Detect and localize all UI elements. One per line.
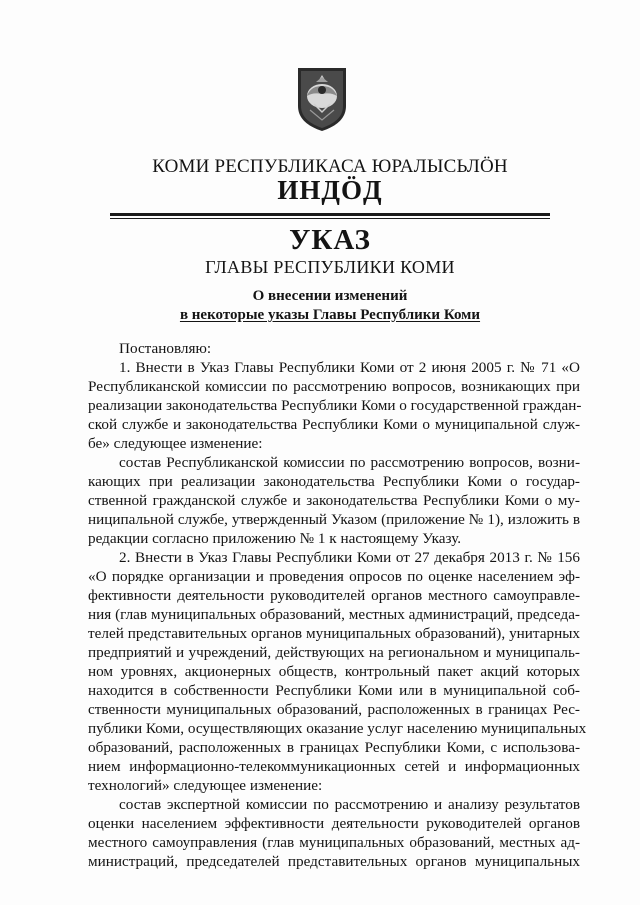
body-line: Республиканской комиссии по рассмотрению вопросов, возникающих при (88, 378, 580, 395)
body-line: редакции согласно приложению № 1 к настоящему Указу. (88, 530, 462, 547)
body-line: ственной гражданской службе и законодательства Республики Коми о му- (88, 492, 580, 509)
decree-subject-line-1: О внесении изменений (252, 288, 408, 304)
body-line: оценки населением эффективности деятельности руководителей органов (88, 815, 580, 832)
body-line: фективности деятельности руководителей органов местного самоуправле- (88, 587, 580, 604)
decree-issuer: ГЛАВЫ РЕСПУБЛИКИ КОМИ (205, 257, 455, 277)
body-line: состав экспертной комиссии по рассмотрению и анализу результатов (119, 796, 580, 813)
body-line: публики Коми, осуществляющих оказание услуг населению муниципальных (88, 720, 587, 737)
coat-of-arms-emblem (296, 66, 348, 132)
decree-subject-line-2-text: в некоторые указы Главы Республики Коми (179, 307, 481, 323)
body-line: образований, расположенных в границах Республики Коми, с использова- (88, 739, 580, 756)
body-line: технологий» следующее изменение: (88, 777, 323, 794)
body-line: ном уровнях, акционерных обществ, контрольный пакет акций которых (88, 663, 580, 680)
body-line: предприятий и учреждений, действующих на региональном и муниципаль- (88, 644, 580, 661)
body-line: министраций, председателей представительных органов муниципальных (88, 853, 580, 870)
body-line: ственности муниципальных образований, расположенных в границах Рес- (88, 701, 580, 718)
decree-subject-line-2 (100, 307, 560, 324)
body-line: реализации законодательства Республики Коми о государственной граждан- (88, 397, 582, 414)
body-line: находится в собственности Республики Коми или в муниципальной соб- (88, 682, 580, 699)
body-line: состав Республиканской комиссии по рассмотрению вопросов, возни- (119, 454, 580, 471)
body-line: кающих при реализации законодательства Республики Коми о государ- (88, 473, 580, 490)
header-divider-thin (110, 218, 550, 219)
body-line: 2. Внести в Указ Главы Республики Коми от 27 декабря 2013 г. № 156 (119, 549, 580, 566)
body-line: нием информационно-телекоммуникационных сетей и информационных (88, 758, 580, 775)
body-line: телей представительных органов муниципальных образований), унитарных (88, 625, 580, 642)
body-line: 1. Внести в Указ Главы Республики Коми от 2 июня 2005 г. № 71 «О (119, 359, 580, 376)
body-line: ской службе и законодательства Республики Коми о муниципальной служ- (88, 416, 580, 433)
body-line: Постановляю: (119, 340, 212, 357)
body-line: местного самоуправления (глав муниципальных образований, местных ад- (88, 834, 580, 851)
decree-title-komi: ИНДÖД (277, 175, 383, 205)
body-line: ния (глав муниципальных образований, местных администраций, председа- (88, 606, 580, 623)
body-line: бе» следующее изменение: (88, 435, 263, 452)
header-divider-thick (110, 213, 550, 216)
body-line: «О порядке организации и проведения опросов по оценке населением эф- (88, 568, 580, 585)
republic-name: КОМИ РЕСПУБЛИКАСА ЮРАЛЫСЬЛÖН (152, 156, 508, 177)
decree-type: УКАЗ (289, 224, 371, 256)
body-line: ниципальной службе, утвержденный Указом (приложение № 1), изложить в (88, 511, 580, 528)
